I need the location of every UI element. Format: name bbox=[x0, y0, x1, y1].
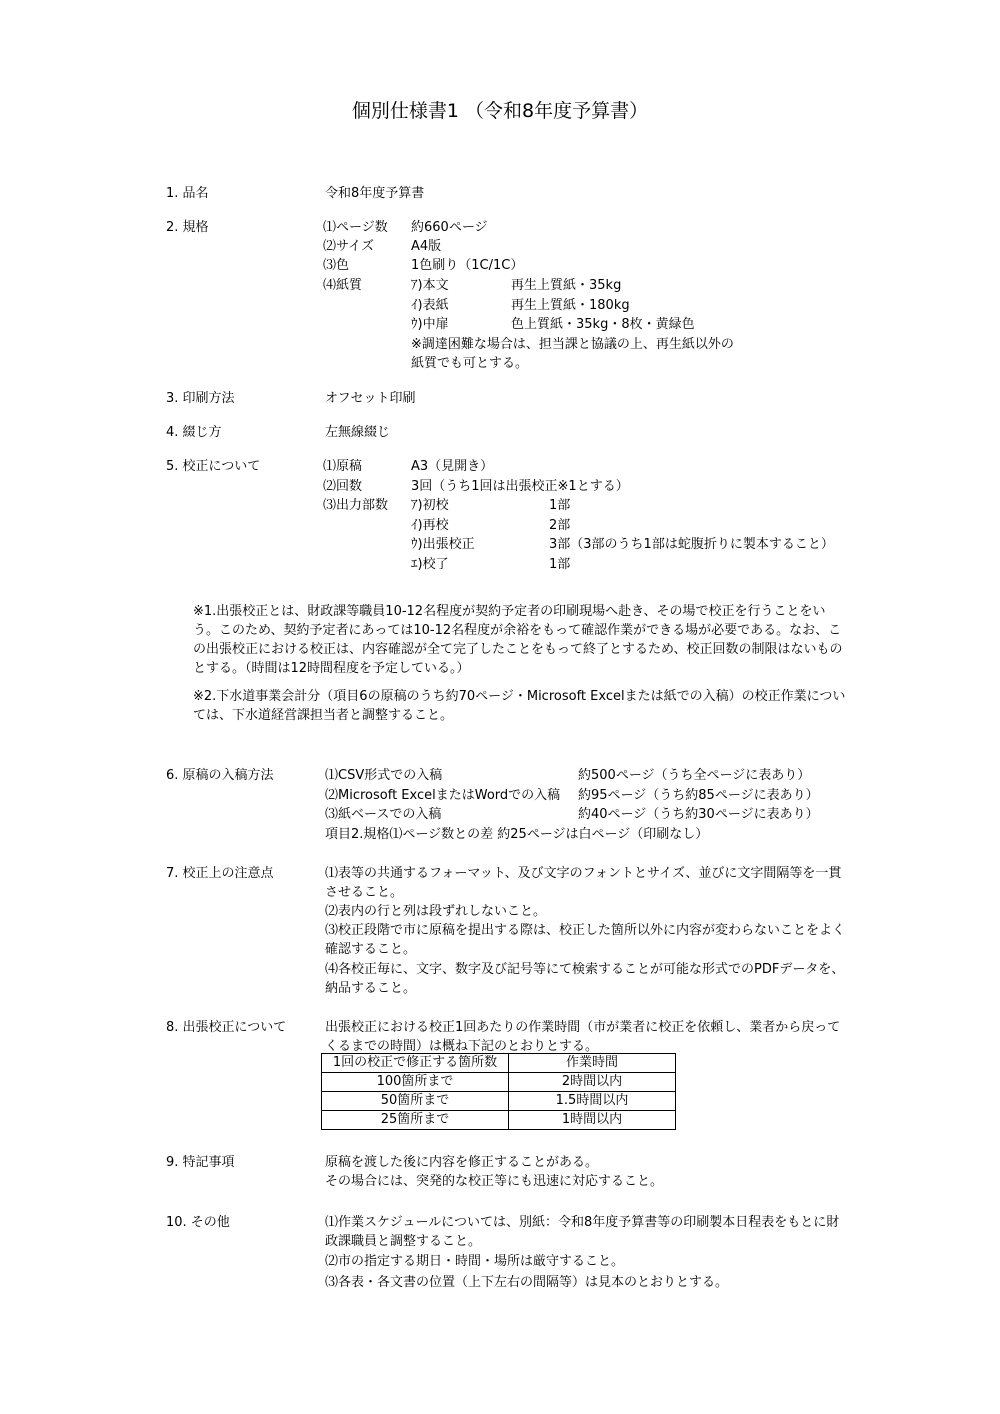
section-8-heading: 8. 出張校正について bbox=[166, 1020, 287, 1035]
paper-a-label: ｱ)本文 bbox=[411, 278, 449, 293]
table-row bbox=[322, 1092, 676, 1111]
paper-b-label: ｲ)表紙 bbox=[411, 298, 449, 313]
table-cell: 2時間以内 bbox=[509, 1073, 676, 1092]
spec-size-value: A4版 bbox=[411, 239, 442, 254]
spec-pages-label: ⑴ページ数 bbox=[323, 220, 388, 235]
table-cell: 1時間以内 bbox=[509, 1111, 676, 1130]
paper-note-line1: ※調達困難な場合は、担当課と協議の上、再生紙以外の bbox=[411, 337, 734, 352]
submission-1-label: ⑴CSV形式での入稿 bbox=[325, 768, 443, 783]
table-header-cell: 1回の校正で修正する箇所数 bbox=[322, 1054, 509, 1073]
paper-c-label: ｳ)中扉 bbox=[411, 317, 449, 332]
proof-caution-4: ⑷各校正毎に、文字、数字及び記号等にて検索することが可能な形式でのPDFデータを、納品すること。 bbox=[325, 962, 845, 996]
proof-caution-1: ⑴表等の共通するフォーマット、及び文字のフォントとサイズ、並びに文字間隔等を一貫させること。 bbox=[325, 866, 842, 900]
output-a-label: ｱ)初校 bbox=[411, 498, 449, 513]
output-d-label: ｴ)校了 bbox=[411, 557, 449, 572]
paper-b-value: 再生上質紙・180kg bbox=[511, 298, 630, 313]
section-4-heading: 4. 綴じ方 bbox=[166, 425, 222, 440]
output-a-value: 1部 bbox=[549, 498, 571, 513]
section-6-heading: 6. 原稿の入稿方法 bbox=[166, 768, 274, 783]
submission-2-value: 約95ページ（うち約85ページに表あり） bbox=[578, 788, 819, 803]
table-header-row bbox=[322, 1054, 676, 1073]
proof-caution-3: ⑶校正段階で市に原稿を提出する際は、校正した箇所以外に内容が変わらないことをよく確認すること。 bbox=[325, 923, 846, 957]
section-5-heading: 5. 校正について bbox=[166, 459, 261, 474]
spec-paper-label: ⑷紙質 bbox=[323, 278, 363, 293]
output-c-value: 3部（3部のうち1部は蛇腹折りに製本すること） bbox=[549, 537, 834, 552]
section-4-text: 左無線綴じ bbox=[325, 425, 391, 440]
table-header-cell: 作業時間 bbox=[509, 1054, 676, 1073]
section-2-heading: 2. 規格 bbox=[166, 220, 209, 235]
proof-original-value: A3（見開き） bbox=[411, 459, 494, 474]
paper-a-value: 再生上質紙・35kg bbox=[511, 278, 622, 293]
submission-3-label: ⑶紙ベースでの入稿 bbox=[325, 807, 442, 822]
other-item-2: ⑵市の指定する期日・時間・場所は厳守すること。 bbox=[325, 1254, 625, 1269]
other-item-3: ⑶各表・各文書の位置（上下左右の間隔等）は見本のとおりとする。 bbox=[325, 1275, 729, 1290]
proof-output-label: ⑶出力部数 bbox=[323, 498, 389, 513]
onsite-proof-text: 出張校正における校正1回あたりの作業時間（市が業者に校正を依頼し、業者から戻ってくるまでの時間）は概ね下記のとおりとする。 bbox=[325, 1020, 841, 1054]
special-note-line2: その場合には、突発的な校正等にも迅速に対応すること。 bbox=[325, 1174, 664, 1189]
paper-c-value: 色上質紙・35kg・8枚・黄緑色 bbox=[511, 317, 695, 332]
output-d-value: 1部 bbox=[549, 557, 571, 572]
spec-pages-value: 約660ページ bbox=[411, 220, 488, 235]
spec-size-label: ⑵サイズ bbox=[323, 239, 374, 254]
submission-1-value: 約500ページ（うち全ページに表あり） bbox=[578, 768, 811, 783]
note-2: ※2.下水道事業会計分（項目6の原稿のうち約70ページ・Microsoft Excelまたは紙での入稿）の校正作業については、下水道経営課担当者と調整すること。 bbox=[193, 689, 846, 723]
output-b-label: ｲ)再校 bbox=[411, 518, 449, 533]
section-7-heading: 7. 校正上の注意点 bbox=[166, 866, 274, 881]
work-time-table bbox=[321, 1053, 676, 1130]
special-note-line1: 原稿を渡した後に内容を修正することがある。 bbox=[325, 1155, 599, 1170]
output-b-value: 2部 bbox=[549, 518, 571, 533]
section-1-text: 令和8年度予算書 bbox=[325, 186, 425, 201]
section-10-heading: 10. その他 bbox=[166, 1215, 230, 1230]
section-9-heading: 9. 特記事項 bbox=[166, 1155, 235, 1170]
other-item-1: ⑴作業スケジュールについては、別紙：令和8年度予算書等の印刷製本日程表をもとに財政課職員と調整すること。 bbox=[325, 1215, 840, 1249]
proof-count-label: ⑵回数 bbox=[323, 479, 363, 494]
section-3-text: オフセット印刷 bbox=[325, 391, 416, 406]
output-c-label: ｳ)出張校正 bbox=[411, 537, 475, 552]
section-3-heading: 3. 印刷方法 bbox=[166, 391, 235, 406]
table-row bbox=[322, 1111, 676, 1130]
spec-color-label: ⑶色 bbox=[323, 258, 350, 273]
proof-count-value: 3回（うち1回は出張校正※1とする） bbox=[411, 479, 629, 494]
table-row bbox=[322, 1073, 676, 1092]
table-cell: 100箇所まで bbox=[322, 1073, 509, 1092]
submission-note: 項目2.規格⑴ページ数との差 約25ページは白ページ（印刷なし） bbox=[325, 827, 709, 842]
page-title: 個別仕様書1 （令和8年度予算書） bbox=[351, 100, 649, 122]
submission-3-value: 約40ページ（うち約30ページに表あり） bbox=[578, 807, 819, 822]
table-cell: 25箇所まで bbox=[322, 1111, 509, 1130]
table-cell: 50箇所まで bbox=[322, 1092, 509, 1111]
submission-2-label: ⑵Microsoft ExcelまたはWordでの入稿 bbox=[325, 788, 561, 803]
spec-color-value: 1色刷り（1C/1C） bbox=[411, 258, 524, 273]
section-1-heading: 1. 品名 bbox=[166, 186, 209, 201]
note-1: ※1.出張校正とは、財政課等職員10-12名程度が契約予定者の印刷現場へ赴き、その場で校正を行うことをいう。このため、契約予定者にあっては10-12名程度が余裕をもって確認作業ができる場が必要である。なお、この出張校正における校正は、内容確認が全て完了したことをもって終了とするため、校正回数の制限はないものとする。（時間は12時間程度を予定している。） bbox=[193, 604, 843, 676]
paper-note-line2: 紙質でも可とする。 bbox=[411, 356, 529, 371]
table-cell: 1.5時間以内 bbox=[509, 1092, 676, 1111]
proof-original-label: ⑴原稿 bbox=[323, 459, 363, 474]
proof-caution-2: ⑵表内の行と列は段ずれしないこと。 bbox=[325, 904, 547, 919]
